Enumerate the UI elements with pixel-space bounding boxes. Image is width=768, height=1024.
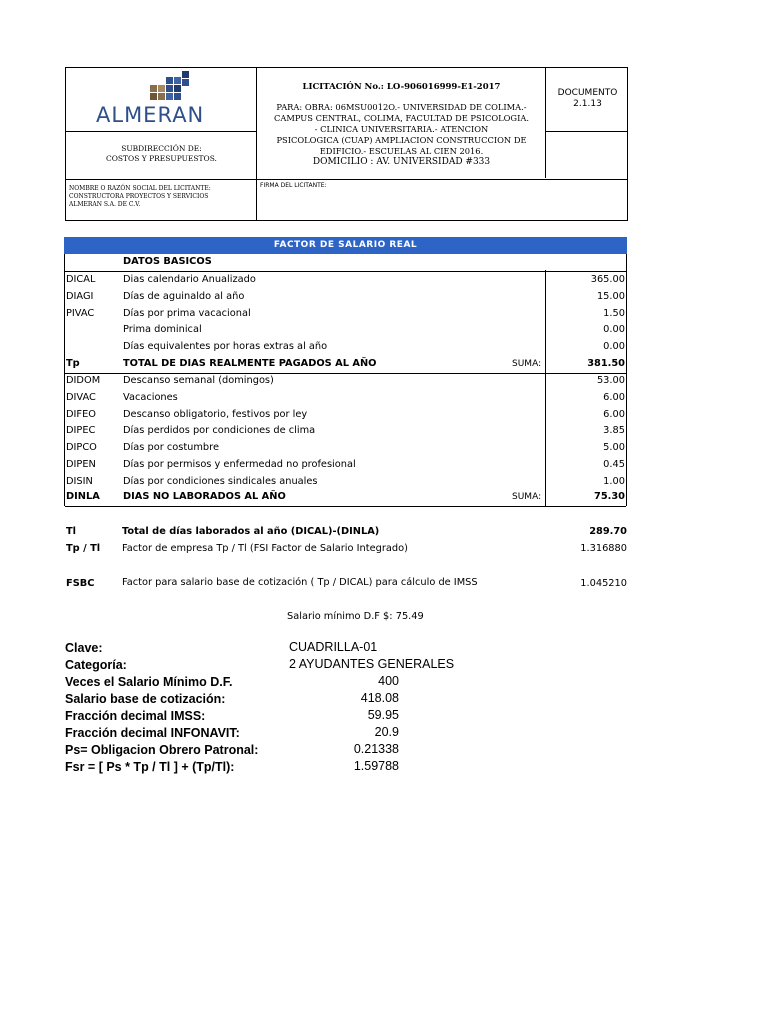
fsbc-value: 1.045210 (580, 578, 627, 589)
row-desc: Días de aguinaldo al año (123, 290, 245, 302)
document-header (65, 67, 628, 221)
row-value: 0.00 (603, 324, 625, 336)
table-row (65, 322, 626, 339)
row-desc: DIAS NO LABORADOS AL AÑO (123, 491, 286, 503)
clave-label: Clave: (65, 641, 103, 655)
row-code: DINLA (66, 491, 100, 503)
row-value: 6.00 (603, 391, 625, 403)
tl-value: 289.70 (589, 526, 627, 537)
row-value: 1.00 (603, 475, 625, 487)
table-row (65, 423, 626, 440)
obra-line: CAMPUS CENTRAL, COLIMA, FACULTAD DE PSICOLOGIA. (274, 113, 529, 123)
row-code: DIPCO (66, 442, 97, 454)
firma-cell (257, 180, 629, 222)
row-desc: TOTAL DE DIAS REALMENTE PAGADOS AL AÑO (123, 358, 377, 369)
logo-text: ALMERAN (96, 103, 205, 127)
fraccion-infonavit-label: Fracción decimal INFONAVIT: (65, 726, 240, 740)
ps-label: Ps= Obligacion Obrero Patronal: (65, 743, 259, 757)
obra-line: - CLINICA UNIVERSITARIA.- ATENCION (314, 124, 489, 134)
table-row (65, 474, 626, 491)
salario-minimo: Salario mínimo D.F $: 75.49 (287, 611, 424, 622)
row-value: 75.30 (594, 491, 625, 503)
nombre-line: NOMBRE O RAZÓN SOCIAL DEL LICITANTE: (69, 185, 211, 192)
fsbc-code: FSBC (66, 578, 95, 589)
section-header-row (65, 254, 626, 272)
section-label: DATOS BASICOS (123, 256, 212, 267)
licitante-nombre-cell (66, 180, 257, 222)
row-code: DISIN (66, 475, 93, 487)
veces-salario-label: Veces el Salario Mínimo D.F. (65, 675, 233, 689)
salario-base-value: 418.08 (360, 691, 399, 705)
documento-cell (546, 68, 629, 132)
row-value: 0.45 (603, 459, 625, 470)
row-desc: Días equivalentes por horas extras al año (123, 341, 328, 353)
clave-value: CUADRILLA-01 (289, 640, 378, 654)
obra-line: EDIFICIO.- ESCUELAS AL CIEN 2016. (319, 146, 484, 156)
row-value: 53.00 (596, 375, 625, 386)
row-code: DIFEO (66, 408, 96, 420)
row-code: Tp (66, 358, 80, 369)
table-row (65, 373, 626, 390)
obra-description (257, 102, 546, 168)
row-desc: Descanso obligatorio, festivos por ley (123, 408, 308, 420)
row-value: 3.85 (603, 425, 625, 437)
fsr-value: 1.59788 (353, 759, 399, 773)
categoria-label: Categoría: (65, 658, 127, 672)
tptl-code: Tp / Tl (66, 543, 101, 554)
table-row (65, 407, 626, 424)
salario-base-label: Salario base de cotización: (65, 692, 226, 706)
row-value: 1.50 (603, 307, 625, 319)
table-row (65, 440, 626, 457)
obra-line: PSICOLOGICA (CUAP) AMPLIACION CONSTRUCCION DE (276, 135, 527, 145)
table-row-total (65, 489, 626, 507)
row-desc: Prima dominical (123, 324, 202, 336)
fraccion-imss-label: Fracción decimal IMSS: (65, 709, 206, 723)
table-row (65, 306, 626, 323)
table-row-total (65, 356, 626, 374)
licitacion-title: LICITACIÓN No.: LO-906016999-E1-2017 (302, 82, 501, 92)
ps-value: 0.21338 (353, 742, 399, 756)
row-desc: Vacaciones (123, 391, 178, 403)
table-row (65, 390, 626, 407)
fraccion-imss-value: 59.95 (367, 708, 399, 722)
nombre-line: CONSTRUCTORA PROYECTOS Y SERVICIOS (69, 193, 209, 200)
suma-label: SUMA: (512, 359, 542, 369)
fsbc-desc: Factor para salario base de cotización ( Tp / DICAL) para cálculo de IMSS (122, 577, 478, 588)
table-row (65, 339, 626, 356)
licitacion-cell (257, 68, 546, 180)
table-row (65, 272, 626, 289)
suma-label: SUMA: (512, 492, 542, 503)
categoria-value: 2 AYUDANTES GENERALES (289, 657, 455, 671)
firma-label: FIRMA DEL LICITANTE: (260, 182, 327, 189)
documento-label: DOCUMENTO (557, 88, 618, 98)
table-row (65, 457, 626, 474)
table-row (65, 289, 626, 306)
row-code: DIPEN (66, 459, 96, 470)
row-code: PIVAC (66, 307, 95, 319)
row-value: 381.50 (587, 358, 625, 369)
row-desc: Días por condiciones sindicales anuales (123, 475, 318, 487)
row-value: 5.00 (603, 442, 625, 454)
row-code: DIAGI (66, 290, 94, 302)
tptl-desc: Factor de empresa Tp / Tl (FSI Factor de Salario Integrado) (122, 543, 408, 554)
row-desc: Descanso semanal (domingos) (123, 375, 274, 386)
row-value: 6.00 (603, 408, 625, 420)
veces-salario-value: 400 (378, 674, 399, 688)
row-desc: Días perdidos por condiciones de clima (123, 425, 316, 437)
tl-code: Tl (66, 526, 77, 537)
row-desc: Dias calendario Anualizado (123, 274, 256, 285)
subdireccion-line: SUBDIRECCIÓN DE: (121, 144, 202, 153)
obra-line: DOMICILIO : AV. UNIVERSIDAD #333 (312, 157, 491, 167)
logo-cubes-icon (136, 71, 196, 107)
row-desc: Días por prima vacacional (123, 307, 251, 319)
row-code: DIPEC (66, 425, 96, 437)
subdireccion-cell (66, 132, 257, 180)
row-value: 365.00 (590, 274, 625, 285)
subdireccion-line: COSTOS Y PRESUPUESTOS. (106, 154, 217, 163)
table-title: FACTOR DE SALARIO REAL (64, 237, 627, 254)
company-logo (66, 68, 257, 132)
row-code: DICAL (66, 274, 96, 285)
row-value: 0.00 (603, 341, 625, 353)
documento-number: 2.1.13 (573, 99, 602, 109)
row-value: 15.00 (596, 290, 625, 302)
tptl-value: 1.316880 (580, 543, 627, 554)
tl-desc: Total de días laborados al año (DICAL)-(DINLA) (122, 526, 380, 537)
row-desc: Días por costumbre (123, 442, 219, 454)
row-desc: Días por permisos y enfermedad no profesional (123, 459, 356, 470)
fsr-label: Fsr = [ Ps * Tp / Tl ] + (Tp/Tl): (65, 760, 235, 774)
obra-line: PARA: OBRA: 06MSU0012O.- UNIVERSIDAD DE COLIMA.- (276, 102, 527, 112)
row-code: DIDOM (66, 375, 101, 386)
nombre-line: ALMERAN S.A. DE C.V. (69, 201, 141, 208)
factor-table (64, 254, 627, 506)
fraccion-infonavit-value: 20.9 (374, 725, 399, 739)
row-code: DIVAC (66, 391, 96, 403)
